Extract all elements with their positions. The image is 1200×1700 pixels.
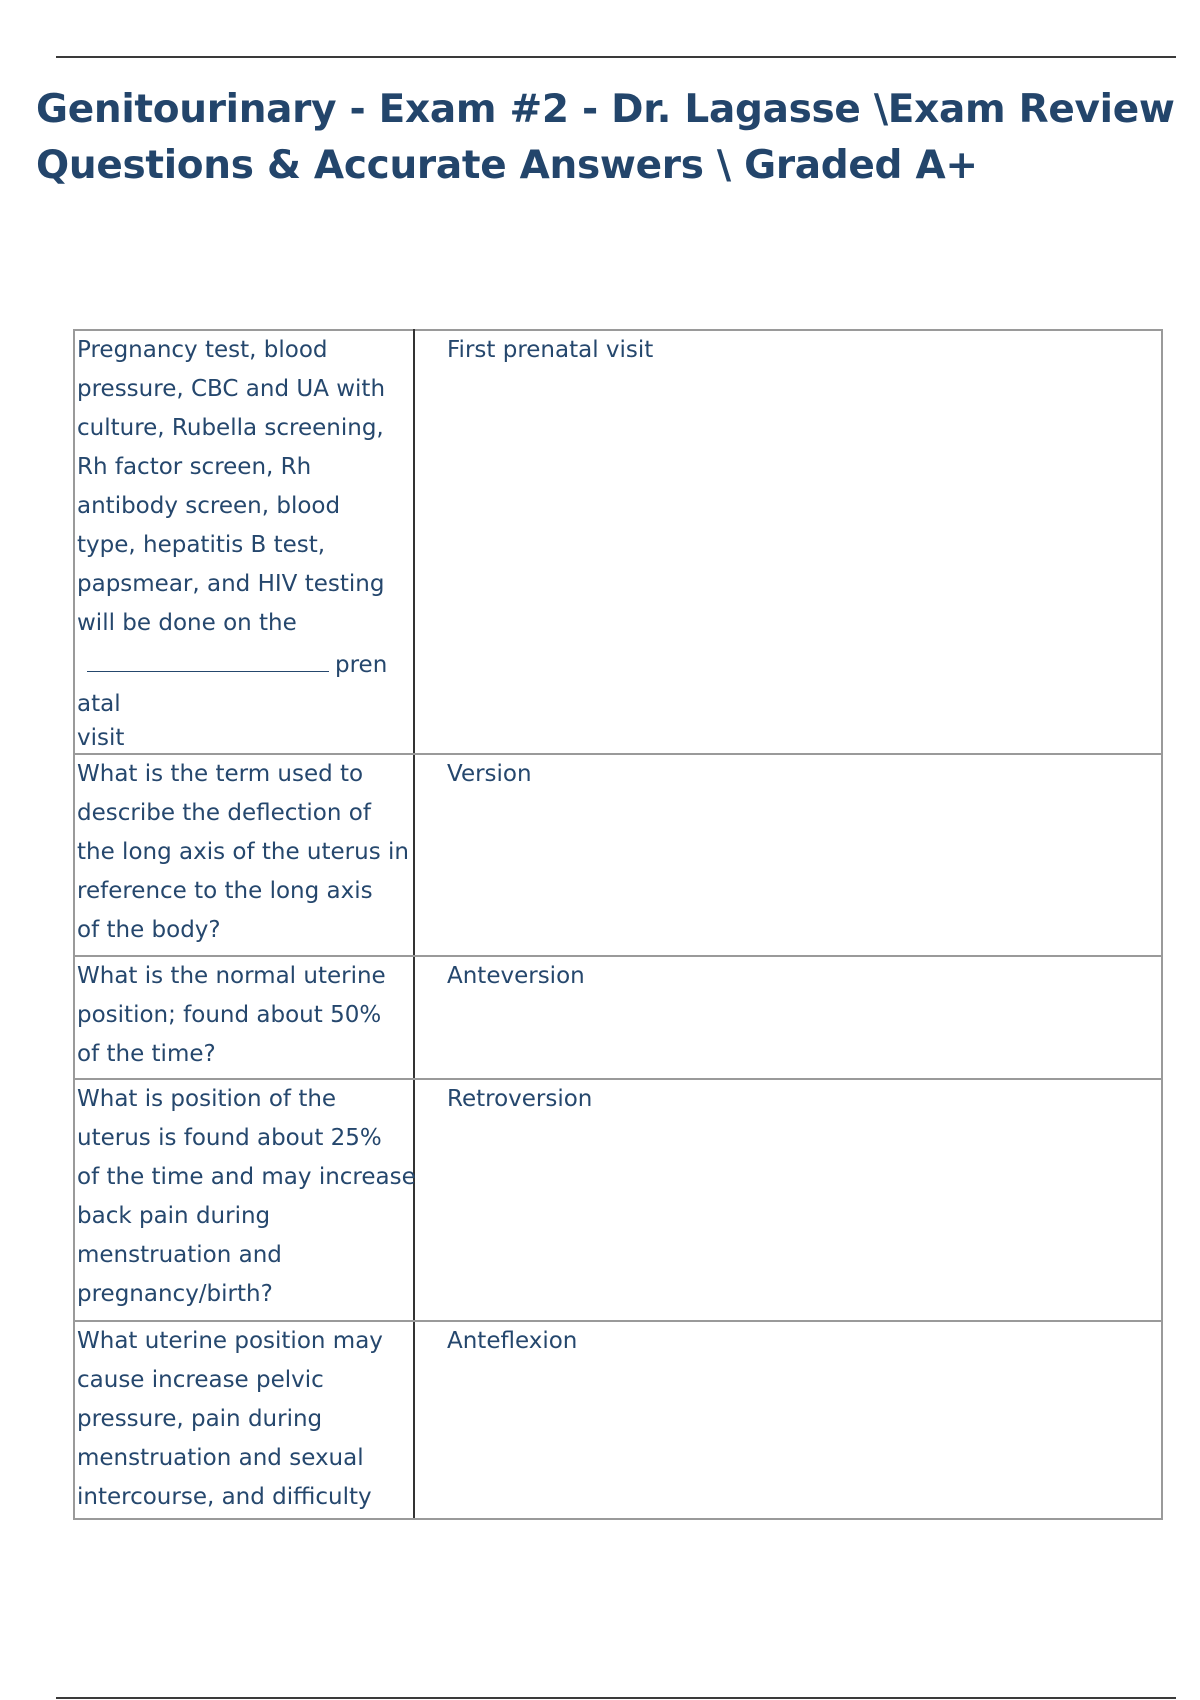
answer-text: Retroversion bbox=[447, 1086, 593, 1112]
question-line: visit bbox=[77, 725, 125, 751]
question-line: uterus is found about 25% bbox=[77, 1125, 382, 1151]
question-line: Pregnancy test, blood bbox=[77, 337, 328, 363]
question-line: describe the deflection of bbox=[77, 800, 371, 826]
question-line: intercourse, and difficulty bbox=[77, 1484, 372, 1510]
question-cell bbox=[74, 1079, 414, 1321]
question-line: reference to the long axis bbox=[77, 878, 373, 904]
question-fragment: pren bbox=[335, 652, 388, 678]
table-row bbox=[74, 956, 1162, 1079]
question-line: cause increase pelvic bbox=[77, 1367, 324, 1393]
table-row bbox=[74, 754, 1162, 956]
question-line: type, hepatitis B test, bbox=[77, 532, 326, 558]
answer-text: Anteversion bbox=[447, 963, 585, 989]
title-line-2: Questions & Accurate Answers \ Graded A+ bbox=[36, 143, 978, 188]
question-cell bbox=[74, 754, 414, 956]
question-line: pregnancy/birth? bbox=[77, 1281, 273, 1307]
question-cell bbox=[74, 1321, 414, 1519]
question-line: position; found about 50% bbox=[77, 1002, 382, 1028]
question-line: antibody screen, blood bbox=[77, 493, 341, 519]
bottom-rule bbox=[56, 1697, 1176, 1699]
table-row bbox=[74, 1321, 1162, 1519]
fill-in-blank bbox=[87, 643, 329, 672]
question-line: will be done on the bbox=[77, 610, 297, 636]
question-line: menstruation and sexual bbox=[77, 1445, 364, 1471]
question-line: What uterine position may bbox=[77, 1328, 383, 1354]
table-row bbox=[74, 1079, 1162, 1321]
question-line: Rh factor screen, Rh bbox=[77, 454, 312, 480]
question-blank-line bbox=[77, 643, 411, 685]
table-row bbox=[74, 330, 1162, 754]
answer-text: Anteflexion bbox=[447, 1328, 578, 1354]
question-cell bbox=[74, 956, 414, 1079]
top-rule bbox=[56, 56, 1176, 58]
question-line: What is the term used to bbox=[77, 761, 364, 787]
answer-cell bbox=[414, 956, 1162, 1079]
answer-text: Version bbox=[447, 761, 532, 787]
question-line: papsmear, and HIV testing bbox=[77, 571, 385, 597]
question-line: pressure, pain during bbox=[77, 1406, 323, 1432]
question-line: menstruation and bbox=[77, 1242, 282, 1268]
question-line: of the body? bbox=[77, 917, 221, 943]
answer-cell bbox=[414, 1079, 1162, 1321]
answer-cell bbox=[414, 754, 1162, 956]
question-line: of the time? bbox=[77, 1041, 216, 1067]
answer-text: First prenatal visit bbox=[447, 337, 654, 363]
question-line: What is the normal uterine bbox=[77, 963, 386, 989]
qa-table bbox=[73, 329, 1163, 1520]
question-cell bbox=[74, 330, 414, 754]
question-line: atal bbox=[77, 691, 121, 717]
question-line: culture, Rubella screening, bbox=[77, 415, 384, 441]
question-line: the long axis of the uterus in bbox=[77, 839, 409, 865]
question-line: What is position of the bbox=[77, 1086, 337, 1112]
document-title bbox=[36, 82, 1176, 194]
question-line: of the time and may increase bbox=[77, 1164, 416, 1190]
question-line: back pain during bbox=[77, 1203, 271, 1229]
question-line: pressure, CBC and UA with bbox=[77, 376, 386, 402]
answer-cell bbox=[414, 1321, 1162, 1519]
answer-cell bbox=[414, 330, 1162, 754]
title-line-1: Genitourinary - Exam #2 - Dr. Lagasse \Exam Review bbox=[36, 87, 1175, 132]
